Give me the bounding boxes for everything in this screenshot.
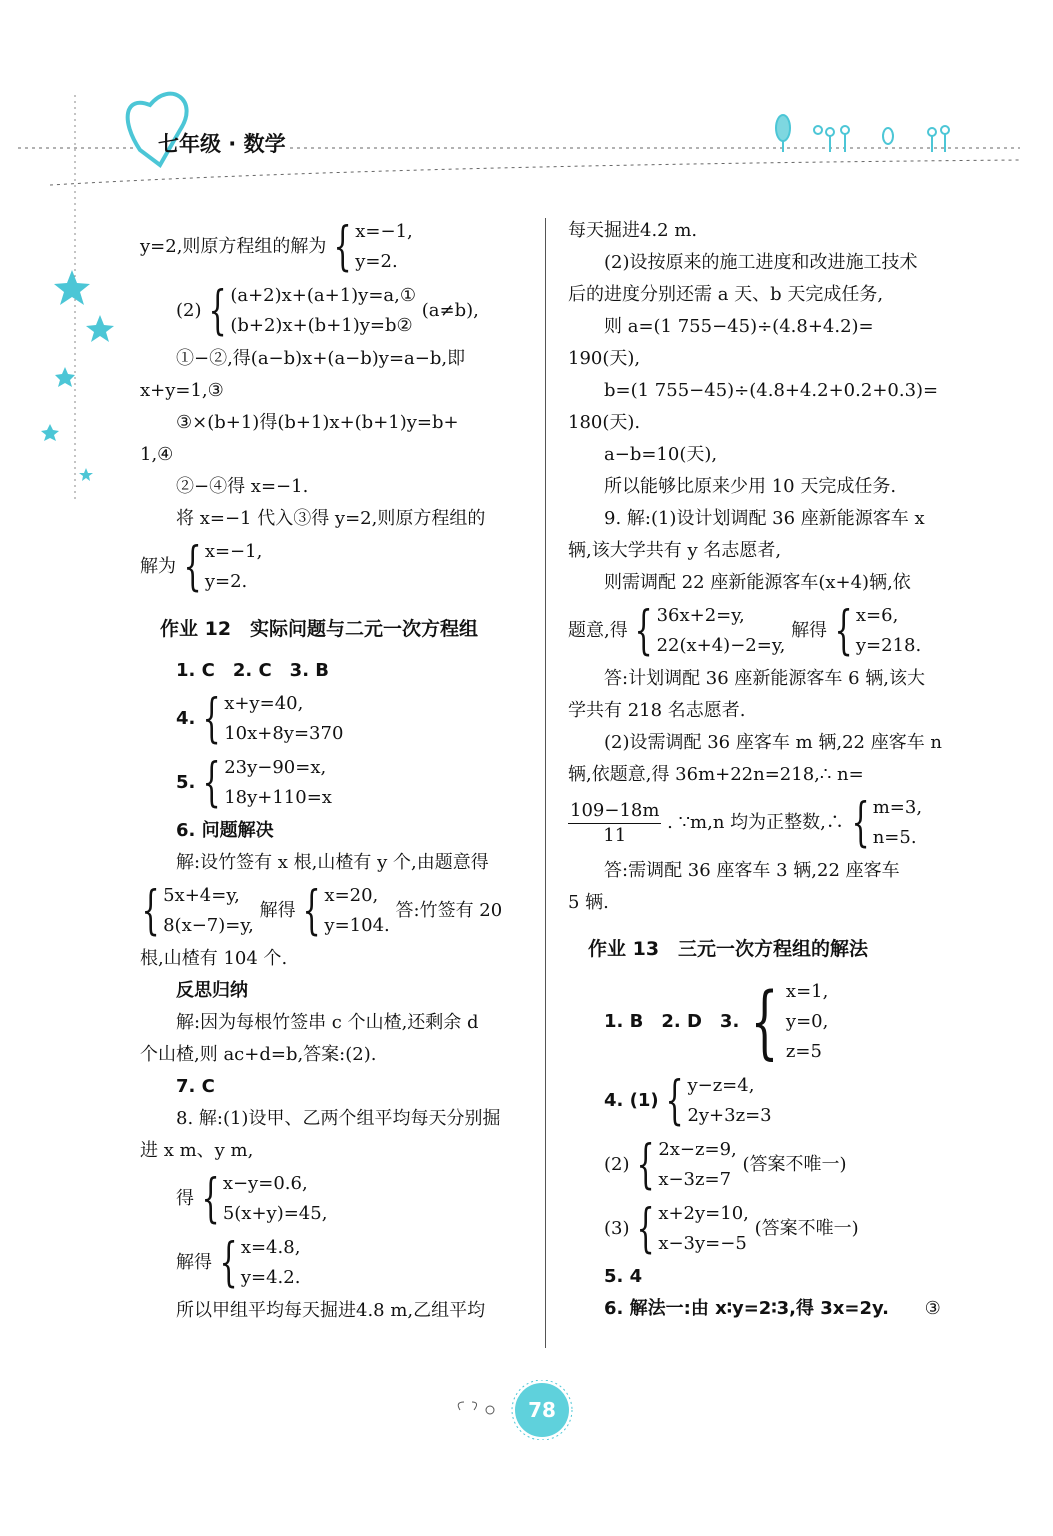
- text: 6. 解法一:由 x∶y=2∶3,得 3x=2y.: [604, 1298, 889, 1319]
- equation: y=218.: [855, 635, 922, 656]
- section-heading: 作业 13 三元一次方程组的解法: [588, 938, 869, 960]
- text-line: [140, 879, 530, 943]
- equation-system: { 36x+2=y, 22(x+4)−2=y,: [634, 601, 786, 661]
- text-line: 答:计划调配 36 座新能源客车 6 辆,该大: [604, 668, 926, 689]
- equation-system: { 2x−z=9, x−3z=7: [636, 1135, 737, 1195]
- column-divider: [545, 218, 546, 1348]
- star-icon: [86, 315, 114, 342]
- equation-system: { m=3, n=5.: [851, 793, 923, 853]
- text-line: 根,山楂有 104 个.: [140, 948, 288, 969]
- equation-system: { x=6, y=218.: [834, 601, 922, 661]
- text-line: b=(1 755−45)÷(4.8+4.2+0.2+0.3)=: [604, 380, 939, 401]
- equation: (a+2)x+(a+1)y=a,①: [230, 285, 417, 306]
- equation-system: { x=−1, y=2.: [333, 217, 413, 277]
- text-line: a−b=10(天),: [604, 444, 718, 465]
- text-line: 后的进度分别还需 a 天、b 天完成任务,: [568, 284, 884, 305]
- answer-line: [568, 1133, 953, 1197]
- answer-line: [568, 1069, 953, 1133]
- answer-line: 7. C: [176, 1076, 215, 1097]
- equation-system: { x=−1, y=2.: [183, 537, 263, 597]
- text: 答:竹签有 20: [395, 900, 503, 921]
- star-icon: [54, 270, 90, 305]
- answer-line: [568, 975, 953, 1069]
- answer-number: 5.: [176, 772, 196, 793]
- text-line: 学共有 218 名志愿者.: [568, 700, 746, 721]
- equation: x+y=40,: [224, 693, 304, 714]
- equation-system: { x−y=0.6, 5(x+y)=45,: [201, 1169, 328, 1229]
- equation-system: { x=4.8, y=4.2.: [219, 1233, 301, 1293]
- text-line: 180(天).: [568, 412, 641, 433]
- page-number: 78: [515, 1383, 569, 1437]
- text-line: ③×(b+1)得(b+1)x+(b+1)y=b+: [176, 412, 459, 433]
- text-line: 辆,依题意,得 36m+22n=218,∴ n=: [568, 764, 864, 785]
- equation-system: { (a+2)x+(a+1)y=a,① (b+2)x+(b+1)y=b②: [208, 281, 417, 341]
- answer-number: 4.: [176, 708, 196, 729]
- text: 得: [176, 1188, 194, 1209]
- answer-line: 1. C 2. C 3. B: [176, 660, 330, 681]
- equation: y=4.2.: [240, 1267, 301, 1288]
- equation: n=5.: [872, 827, 917, 848]
- text-line: 8. 解:(1)设甲、乙两个组平均每天分别掘: [176, 1108, 501, 1129]
- text-line: [140, 535, 530, 599]
- answer-line: 6. 问题解决: [176, 820, 274, 841]
- equation: x−3z=7: [658, 1169, 732, 1190]
- equation: 10x+8y=370: [224, 723, 344, 744]
- equation: x=1,: [785, 981, 829, 1002]
- text-line: 辆,该大学共有 y 名志愿者,: [568, 540, 782, 561]
- text-line: 则 a=(1 755−45)÷(4.8+4.2)=: [604, 316, 874, 337]
- text: y=2,则原方程组的解为: [140, 236, 327, 257]
- text: . ∵m,n 均为正整数,∴: [667, 812, 844, 833]
- text-line: 1,④: [140, 444, 174, 465]
- equation: y=2.: [355, 251, 398, 272]
- text-line: ②−④得 x=−1.: [176, 476, 309, 497]
- text: 解得: [176, 1252, 212, 1273]
- denominator: 11: [603, 824, 627, 846]
- text: 解得: [259, 900, 296, 921]
- answer-line: [568, 1197, 953, 1261]
- text-line: ①−②,得(a−b)x+(a−b)y=a−b,即: [176, 348, 466, 369]
- answer-number: 1. B 2. D 3.: [604, 1011, 740, 1032]
- equation-system: { x=1, y=0, z=5: [750, 975, 829, 1068]
- equation-system: { 23y−90=x, 18y+110=x: [202, 753, 332, 813]
- equation: x=4.8,: [240, 1237, 301, 1258]
- text-line: 解:设竹签有 x 根,山楂有 y 个,由题意得: [176, 852, 489, 873]
- text-line: 9. 解:(1)设计划调配 36 座新能源客车 x: [604, 508, 925, 529]
- text-line: [140, 1167, 530, 1231]
- text-line: x+y=1,③: [140, 380, 224, 401]
- text-line: 所以能够比原来少用 10 天完成任务.: [604, 476, 897, 497]
- star-icon: [41, 424, 59, 441]
- answer-number: 4. (1): [604, 1090, 659, 1111]
- text: 解得: [791, 620, 828, 641]
- equation: y=2.: [204, 571, 248, 592]
- text: (2): [604, 1154, 630, 1175]
- text-line: 答:需调配 36 座客车 3 辆,22 座客车: [604, 860, 900, 881]
- text: (答案不唯一): [742, 1154, 847, 1175]
- equation: x−3y=−5: [658, 1233, 747, 1254]
- equation: 36x+2=y,: [656, 605, 745, 626]
- text-line: (2)设需调配 36 座客车 m 辆,22 座客车 n: [604, 732, 943, 753]
- equation: x−y=0.6,: [222, 1173, 308, 1194]
- text-line: [568, 599, 953, 663]
- equation: y=0,: [785, 1011, 829, 1032]
- text-line: 5 辆.: [568, 892, 609, 913]
- equation: y=104.: [324, 915, 390, 936]
- header-title: 七年级 · 数学: [158, 132, 286, 156]
- equation: (b+2)x+(b+1)y=b②: [230, 315, 413, 336]
- right-column: [568, 215, 953, 1325]
- text-line: 解:因为每根竹签串 c 个山楂,还剩余 d: [176, 1012, 479, 1033]
- text-line: 进 x m、y m,: [140, 1140, 254, 1161]
- section-heading: 作业 12 实际问题与二元一次方程组: [160, 618, 479, 640]
- answer-line: [568, 1293, 953, 1325]
- equation: x=20,: [324, 885, 379, 906]
- equation-system: { x+2y=10, x−3y=−5: [636, 1199, 749, 1259]
- equation: 2x−z=9,: [658, 1139, 737, 1160]
- text-line: [140, 279, 530, 343]
- text-line: 则需调配 22 座新能源客车(x+4)辆,依: [604, 572, 911, 593]
- numerator: 109−18m: [568, 799, 661, 824]
- text-line: (2)设按原来的施工进度和改进施工技术: [604, 252, 918, 273]
- text-line: 190(天),: [568, 348, 641, 369]
- equation: 5x+4=y,: [163, 885, 240, 906]
- equation-system: { x=20, y=104.: [302, 881, 390, 941]
- equation: 23y−90=x,: [224, 757, 327, 778]
- equation-marker: ③: [924, 1298, 941, 1319]
- text-line: 将 x=−1 代入③得 y=2,则原方程组的: [176, 508, 486, 529]
- text: (3): [604, 1218, 630, 1239]
- equation: x=6,: [855, 605, 899, 626]
- equation: 8(x−7)=y,: [163, 915, 254, 936]
- equation: y−z=4,: [687, 1075, 755, 1096]
- equation: x=−1,: [204, 541, 263, 562]
- star-icon: [55, 367, 75, 387]
- answer-line: [140, 687, 530, 751]
- text-line: [568, 791, 953, 855]
- answer-line: 5. 4: [604, 1266, 643, 1287]
- equation: 22(x+4)−2=y,: [656, 635, 786, 656]
- sub-heading: 反思归纳: [176, 980, 248, 1001]
- equation-system: { x+y=40, 10x+8y=370: [202, 689, 344, 749]
- text-line: 每天掘进4.2 m.: [568, 220, 698, 241]
- equation: m=3,: [872, 797, 923, 818]
- answer-line: [140, 751, 530, 815]
- equation: x+2y=10,: [658, 1203, 749, 1224]
- equation: 5(x+y)=45,: [222, 1203, 328, 1224]
- equation: x=−1,: [355, 221, 413, 242]
- left-column: [140, 215, 530, 1327]
- text-line: 个山楂,则 ac+d=b,答案:(2).: [140, 1044, 377, 1065]
- equation: 2y+3z=3: [687, 1105, 772, 1126]
- text: (答案不唯一): [754, 1218, 859, 1239]
- text-line: [140, 215, 530, 279]
- text-line: [140, 1231, 530, 1295]
- equation: 18y+110=x: [224, 787, 332, 808]
- star-icon: [79, 468, 93, 481]
- text: (2): [176, 300, 202, 321]
- fraction: [568, 799, 661, 848]
- equation: z=5: [785, 1041, 822, 1062]
- equation-system: { 5x+4=y, 8(x−7)=y,: [141, 881, 254, 941]
- text: (a≠b),: [421, 300, 479, 321]
- text: 题意,得: [568, 620, 628, 641]
- text: 解为: [140, 556, 176, 577]
- equation-system: { y−z=4, 2y+3z=3: [665, 1071, 772, 1131]
- text-line: 所以甲组平均每天掘进4.8 m,乙组平均: [176, 1300, 486, 1321]
